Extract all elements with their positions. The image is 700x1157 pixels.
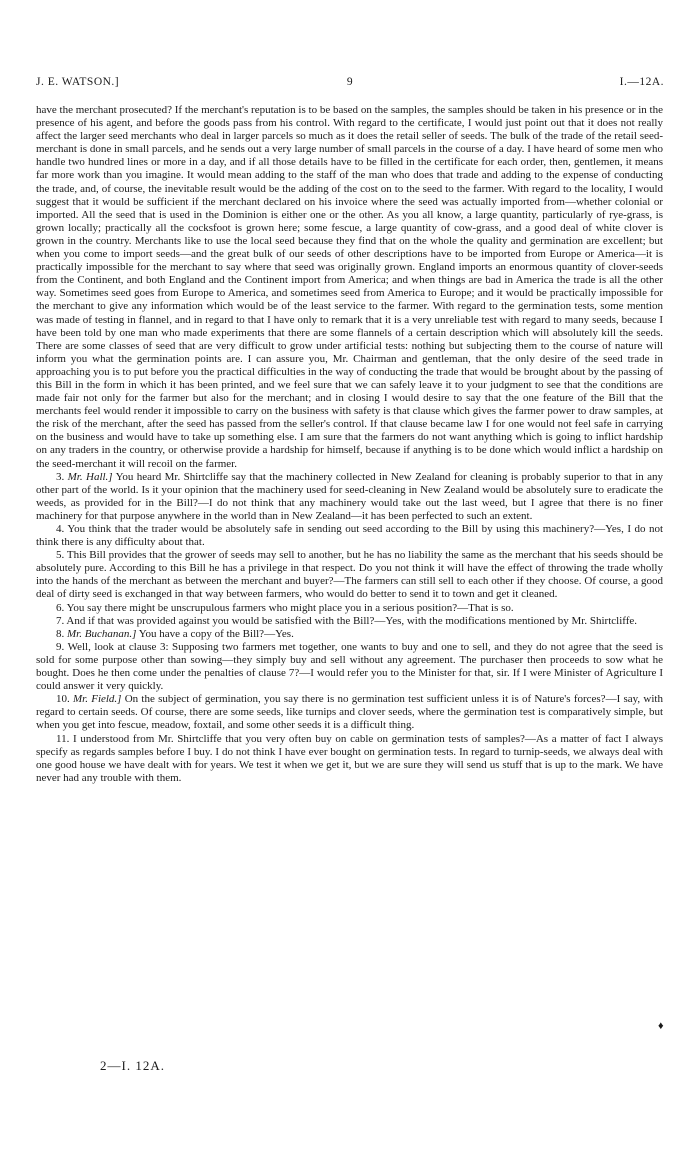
- header-author: J. E. WATSON.]: [36, 76, 120, 88]
- question-10: [36, 693, 663, 732]
- question-number: 8.: [56, 627, 65, 640]
- question-number: 10.: [56, 693, 70, 706]
- margin-mark-icon: ♦: [658, 1020, 664, 1032]
- signature-mark: 2—I. 12A.: [100, 1058, 165, 1073]
- question-number: 3.: [56, 470, 65, 483]
- page-number: 9: [346, 76, 354, 88]
- question-number: 5.: [56, 549, 65, 562]
- question-number: 4.: [56, 523, 65, 535]
- question-number: 9.: [56, 640, 65, 653]
- question-text: You have a copy of the Bill?—Yes.: [136, 627, 294, 640]
- speaker-name: Mr. Buchanan.]: [67, 627, 137, 640]
- question-5: [36, 549, 663, 601]
- question-text: And if that was provided against you would be satisfied with the Bill?—Yes, with the modifications mentioned by Mr. Shirtcliffe.: [66, 614, 638, 627]
- question-text: This Bill provides that the grower of seeds may sell to another, but he has no liability the same as the merchant that his seeds should be absolutely pure. According to this Bill he has a privilege in that respect. Do you not think it will have the effect of throwing the trade wholly into the hands of the merchant as between the merchant and buyer?—The farmers can still sell to each other if they choose. Of course, a good deal of dirty seed is exchanged in that way between farmers, who would do better to send it to town and get it cleaned.: [36, 549, 663, 601]
- paragraph-text: have the merchant prosecuted? If the merchant's reputation is to be based on the samples, the samples should be taken in his presence or in the presence of his agent, and before the goods pass from his control. With regard to the certificate, I would just point out that it does not really affect the larger seed merchants who deal in larger parcels so much as it does the retail seller of seeds. The bulk of the trade of the retail seed-merchant is done in small parcels, and he sends out a very large number of small parcels in the course of a day. I have heard of some men who handle two hundred lines or more in a day, and if all those details have to be filled in the certificate for each order, then, gentlemen, it means far more work than you imagine. It would mean adding to the staff of the man who does that trade and adding to the expense of conducting the trade, and, of course, the inevitable result would be the adding of the cost on to the seed to the farmer. With regard to the locality, I would suggest that it would be sufficient if the merchant declared on his invoice where the seed was actually imported from—whether colonial or imported. All the seed that is used in the Dominion is either one or the other. As you all know, a large quantity, particularly of rye-grass, is grown locally; practically all the cocksfoot is grown here; some fescue, a large quantity of cow-grass, and a good deal of white clover is grown in the country. Merchants like to use the local seed because they find that on the whole the quality and germination are excellent; but when you come to import seeds—and the great bulk of our seeds of other descriptions have to be imported from Europe or America—it is practically impossible for the merchant to say where that seed was originally grown. England imports an enormous quantity of clover-seeds from the Continent, and both England and the Continent import from America; and when things are bad in America the trade is all the other way. Sometimes seed goes from Europe to America, and sometimes seed from America to Europe; and it would be practically impossible for the merchant to give any information which would be of the least service to the farmer. With regard to the germination tests, some mention was made of testing in flannel, and in regard to that I have only to remark that it is a very unreliable test with regard to many seeds, because I have been told by one man who made experiments that there are some flannels of a certain description which will absolutely kill the seeds. There are some classes of seed that are very difficult to grow under artificial tests: nothing but subjecting them to the course of nature will inform you what the germination points are. I can assure you, Mr. Chairman and gentleman, that the only desire of the seed trade in approaching you is to put before you the practical difficulties in the way of conducting the trade that would be brought about by the passing of this Bill in the form in which it has been printed, and we feel sure that we can safely leave it to your judgment to see that the conditions are made fair not only for the farmer but also for the merchant; and in closing I would desire to say that the one feature of the Bill that the merchants feel would render it impossible to carry on the business with safety is that clause which gives the farmer power to draw samples, at the risk of the merchant, after the seed has passed from the seller's control. If that clause became law I for one would not feel safe in carrying on the business and would have to take up something else. I am sure that the farmers do not want anything which is going to inflict hardship on any traders in the country, or otherwise provide a hardship for himself, because if anything is to be done which would inflict a hardship on the seed-merchant it will recoil on the farmer.: [36, 104, 663, 470]
- paragraph-statement: [36, 104, 663, 471]
- question-3: [36, 471, 663, 523]
- question-text: You heard Mr. Shirtcliffe say that the machinery collected in New Zealand for cleaning is probably superior to that in any other part of the world. Is it your opinion that the machinery used for seed-cleaning in New Zealand would be absolutely sure to eradicate the weeds, as provided for in the Bill?—I do not think that any machinery would take out the last weed, but I agree that there is no finer machinery for that purpose anywhere in the world than in New Zealand—it has been perfected to such an extent.: [36, 470, 664, 522]
- question-4: [36, 523, 663, 549]
- question-text: I understood from Mr. Shirtcliffe that you very often buy on cable on germination tests of samples?—As a matter of fact I always specify as regards samples before I buy. I do not think I have ever bought on germination tests. In regard to turnip-seeds, we always deal with one good house we have dealt with for years. We test it when we get it, but we are sure they will send us stuff that is up to the mark. We have never had any trouble with them.: [36, 732, 663, 784]
- question-11: [36, 733, 663, 785]
- page-header: [36, 76, 664, 96]
- question-number: 7.: [56, 614, 65, 627]
- question-text: You say there might be unscrupulous farmers who might place you in a serious position?—That is so.: [66, 601, 514, 614]
- speaker-name: Mr. Hall.]: [67, 470, 113, 483]
- question-number: 11.: [56, 732, 70, 745]
- question-text: On the subject of germination, you say there is no germination test sufficient unless it is of Nature's forces?—I say, with regard to certain seeds. Of course, there are some seeds, like turnips and clover seeds, where the germination test is comparatively simple, but when you get into fescue, meadow, foxtail, and some other seeds it is a difficult thing.: [36, 693, 663, 732]
- question-text: Well, look at clause 3: Supposing two farmers met together, one wants to buy and one to sell, and they do not agree that the seed is sold for some purpose other than sowing—they simply buy and sell without any agreement. The purchaser then proceeds to sow what he bought. Does he then come under the penalties of clause 7?—I would refer you to the Minister for that, sir. If I were Minister of Agriculture I could answer it very quickly.: [36, 640, 663, 693]
- question-number: 6.: [56, 601, 65, 614]
- question-7: [36, 615, 663, 628]
- document-body: [36, 104, 663, 785]
- question-9: [36, 641, 663, 693]
- question-text: You think that the trader would be absolutely safe in sending out seed according to the Bill by using this machinery?—Yes, I do not think there is any difficulty about that.: [36, 523, 664, 549]
- speaker-name: Mr. Field.]: [73, 693, 122, 706]
- question-8: [36, 628, 663, 641]
- question-6: [36, 602, 663, 615]
- document-reference: I.—12A.: [619, 76, 664, 88]
